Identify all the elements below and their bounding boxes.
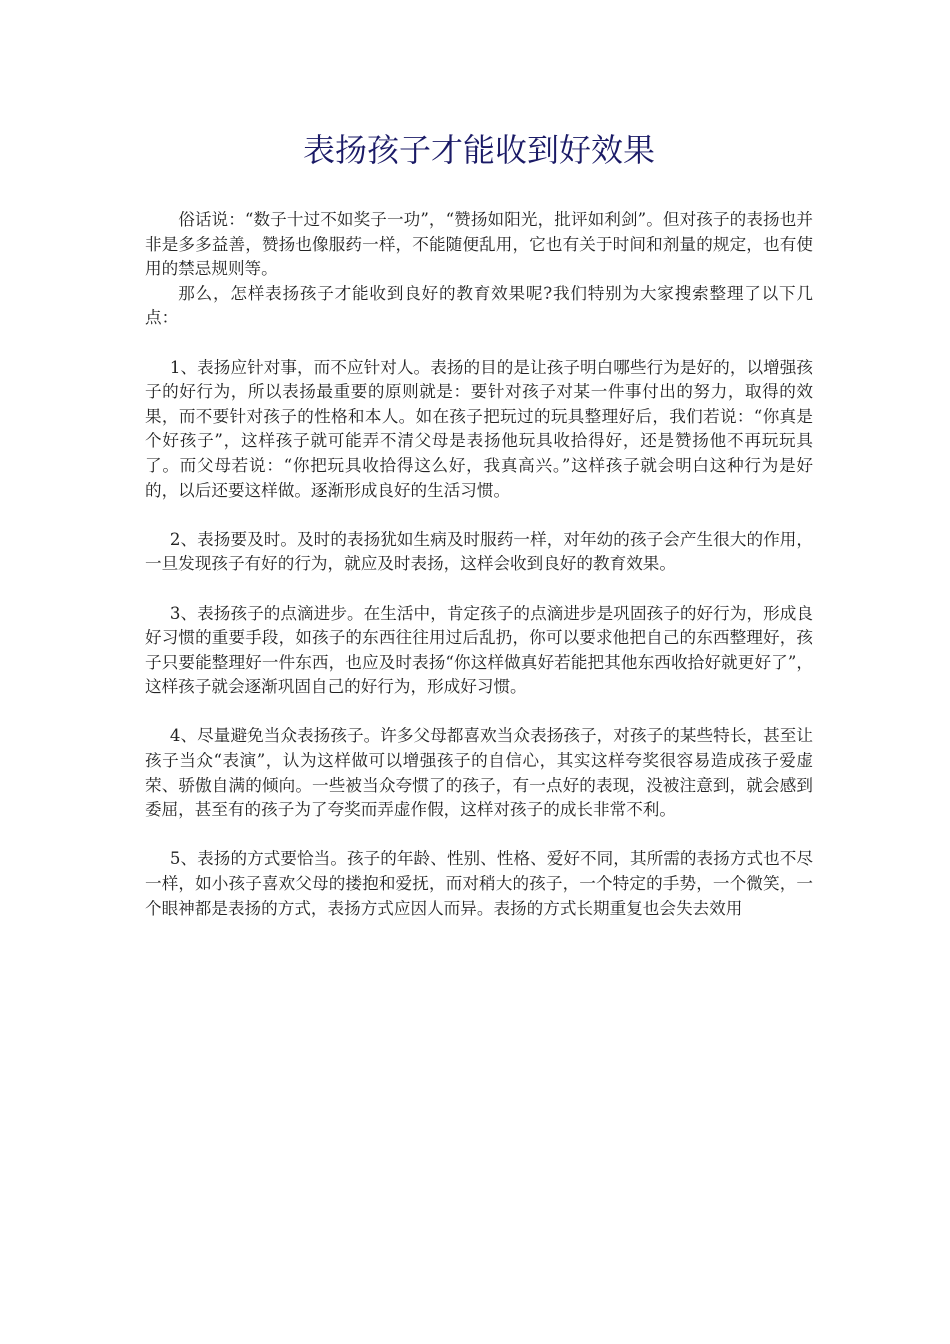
paragraph-gap [145, 577, 813, 602]
paragraph-gap [145, 331, 813, 356]
intro-paragraph-2: 那么，怎样表扬孩子才能收到良好的教育效果呢?我们特别为大家搜索整理了以下几点： [145, 283, 813, 328]
point-paragraph-4: 4、尽量避免当众表扬孩子。许多父母都喜欢当众表扬孩子，对孩子的某些特长，甚至让孩子当众“表演”，认为这样做可以增强孩子的自信心，其实这样夸奖很容易造成孩子爱虚荣、骄傲自满的倾向。一些被当众夸惯了的孩子，有一点好的表现，没被注意到，就会感到委屈，甚至有的孩子为了夸奖而弄虚作假，这样对孩子的成长非常不利。 [145, 726, 813, 820]
paragraph-gap [145, 503, 813, 528]
document-page [145, 126, 813, 921]
point-paragraph-3: 3、表扬孩子的点滴进步。在生活中，肯定孩子的点滴进步是巩固孩子的好行为，形成良好习惯的重要手段，如孩子的东西往往用过后乱扔，你可以要求他把自己的东西整理好，孩子只要能整理好一件东西，也应及时表扬“你这样做真好若能把其他东西收拾好就更好了”，这样孩子就会逐渐巩固自己的好行为，形成好习惯。 [145, 603, 813, 697]
paragraph-gap [145, 700, 813, 725]
point-paragraph-2: 2、表扬要及时。及时的表扬犹如生病及时服药一样，对年幼的孩子会产生很大的作用，一旦发现孩子有好的行为，就应及时表扬，这样会收到良好的教育效果。 [145, 529, 813, 574]
intro-paragraph-1: 俗话说：“数子十过不如奖子一功”，“赞扬如阳光，批评如利剑”。但对孩子的表扬也并非是多多益善，赞扬也像服药一样，不能随便乱用，它也有关于时间和剂量的规定，也有使用的禁忌规则等。 [145, 210, 813, 279]
document-title: 表扬孩子才能收到好效果 [302, 131, 655, 169]
point-paragraph-1: 1、表扬应针对事，而不应针对人。表扬的目的是让孩子明白哪些行为是好的，以增强孩子的好行为，所以表扬最重要的原则就是：要针对孩子对某一件事付出的努力，取得的效果，而不要针对孩子的性格和本人。如在孩子把玩过的玩具整理好后，我们若说：“你真是个好孩子”，这样孩子就可能弄不清父母是表扬他玩具收拾得好，还是赞扬他不再玩玩具了。而父母若说：“你把玩具收拾得这么好，我真高兴。”这样孩子就会明白这种行为是好的，以后还要这样做。逐渐形成良好的生活习惯。 [145, 357, 813, 500]
point-paragraph-5: 5、表扬的方式要恰当。孩子的年龄、性别、性格、爱好不同，其所需的表扬方式也不尽一样，如小孩子喜欢父母的搂抱和爱抚，而对稍大的孩子，一个特定的手势，一个微笑，一个眼神都是表扬的方式，表扬方式应因人而异。表扬的方式长期重复也会失去效用 [145, 849, 813, 918]
paragraph-gap [145, 823, 813, 848]
